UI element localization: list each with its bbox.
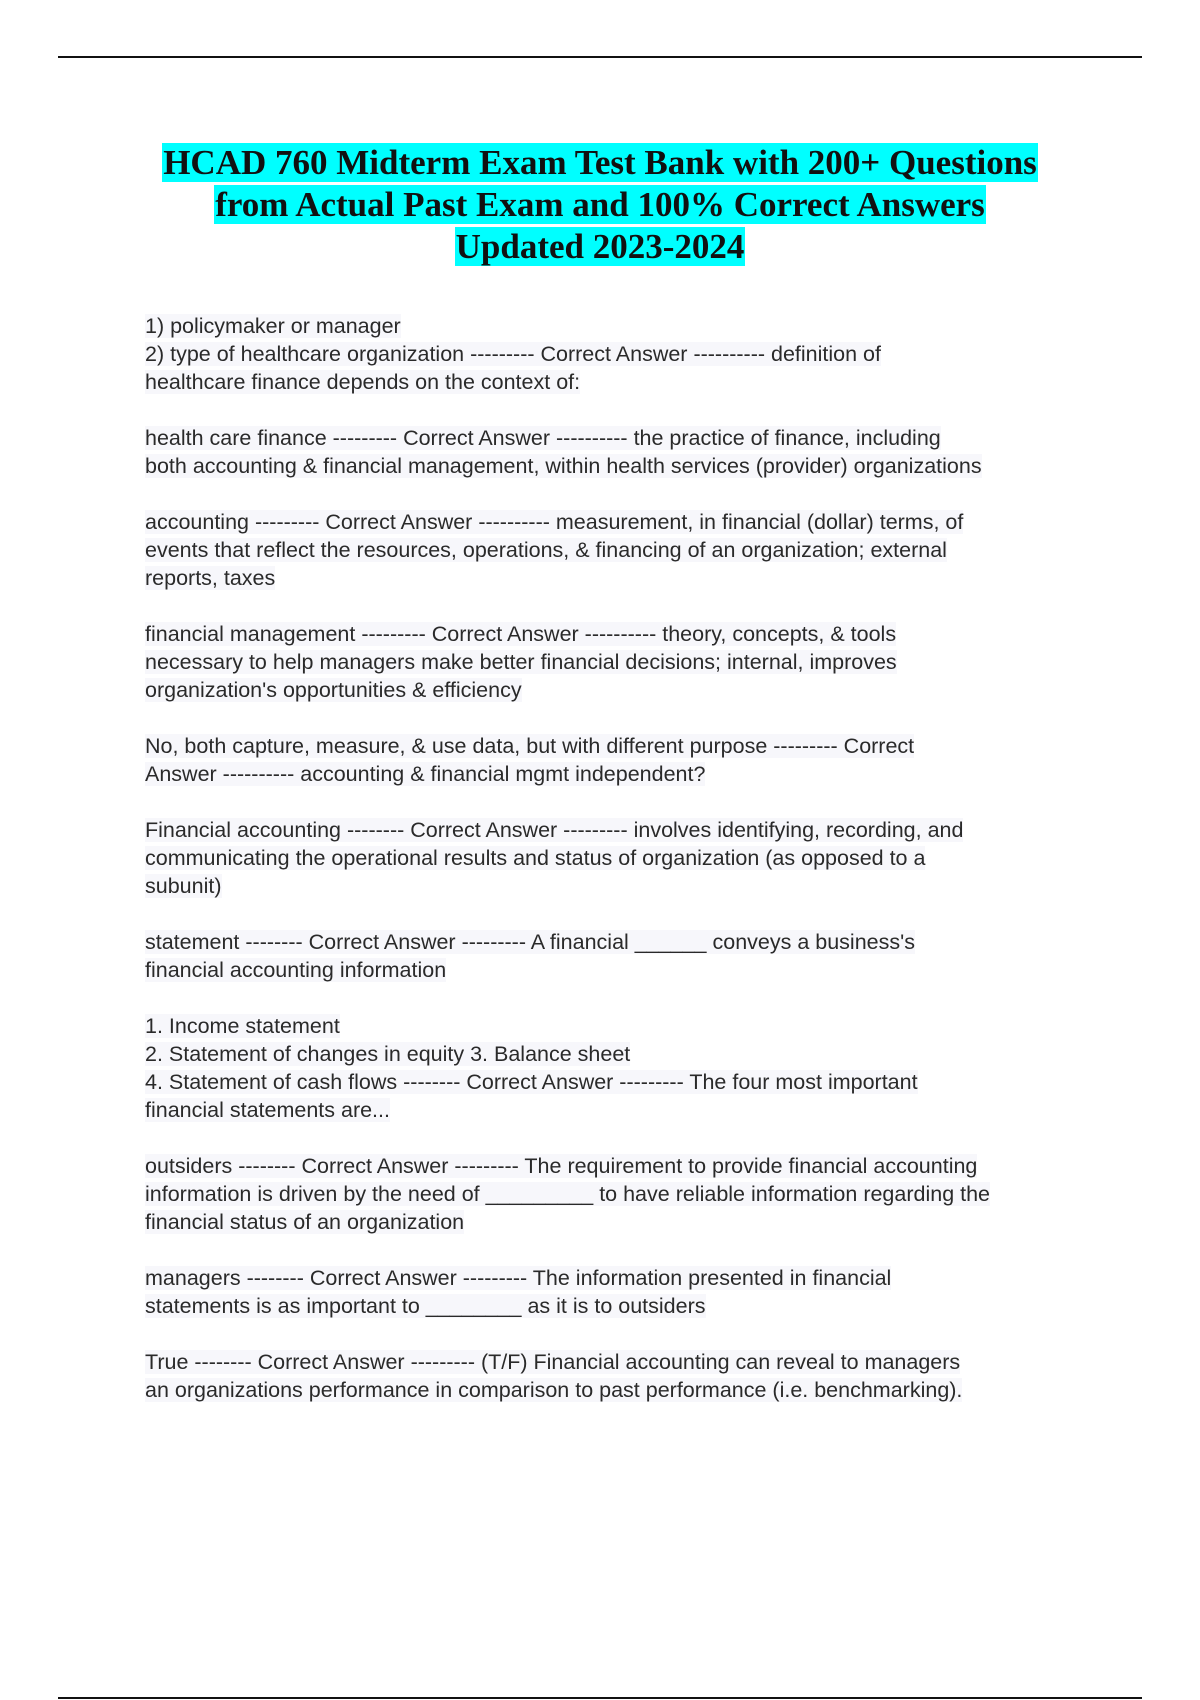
qa-line: outsiders -------- Correct Answer --------- The requirement to provide financial accounting	[145, 1154, 978, 1178]
qa-entry	[145, 816, 1095, 900]
qa-line: health care finance --------- Correct Answer ---------- the practice of finance, including	[145, 426, 941, 450]
qa-line: accounting --------- Correct Answer ---------- measurement, in financial (dollar) terms, of	[145, 510, 964, 534]
qa-entry	[145, 508, 1095, 592]
qa-line: an organizations performance in comparison to past performance (i.e. benchmarking).	[145, 1378, 963, 1402]
qa-entry	[145, 732, 1095, 788]
qa-entry	[145, 928, 1095, 984]
qa-line: information is driven by the need of _________ to have reliable information regarding the	[145, 1182, 991, 1206]
qa-line: Financial accounting -------- Correct Answer --------- involves identifying, recording, and	[145, 818, 964, 842]
qa-entry	[145, 424, 1095, 480]
qa-line: events that reflect the resources, operations, & financing of an organization; external	[145, 538, 947, 562]
qa-line: True -------- Correct Answer --------- (T/F) Financial accounting can reveal to managers	[145, 1350, 961, 1374]
qa-line: financial management --------- Correct Answer ---------- theory, concepts, & tools	[145, 622, 897, 646]
title-line: from Actual Past Exam and 100% Correct Answers	[215, 185, 985, 224]
qa-entry	[145, 620, 1095, 704]
qa-list	[145, 312, 1095, 1432]
qa-line: communicating the operational results and status of organization (as opposed to a	[145, 846, 926, 870]
qa-line: Answer ---------- accounting & financial mgmt independent?	[145, 762, 706, 786]
qa-line: 2) type of healthcare organization --------- Correct Answer ---------- definition of	[145, 342, 881, 366]
qa-line: financial statements are...	[145, 1098, 390, 1122]
qa-line: financial accounting information	[145, 958, 447, 982]
document-title	[60, 142, 1140, 268]
header-rule	[58, 56, 1142, 58]
qa-line: reports, taxes	[145, 566, 276, 590]
qa-line: both accounting & financial management, within health services (provider) organizations	[145, 454, 982, 478]
qa-entry	[145, 1012, 1095, 1124]
title-line: Updated 2023-2024	[455, 227, 745, 266]
qa-line: No, both capture, measure, & use data, but with different purpose --------- Correct	[145, 734, 915, 758]
title-line: HCAD 760 Midterm Exam Test Bank with 200+ Questions	[163, 143, 1037, 182]
qa-line: statement -------- Correct Answer --------- A financial ______ conveys a business's	[145, 930, 915, 954]
qa-line: financial status of an organization	[145, 1210, 465, 1234]
qa-entry	[145, 1264, 1095, 1320]
qa-line: organization's opportunities & efficiency	[145, 678, 522, 702]
qa-line: managers -------- Correct Answer --------- The information presented in financial	[145, 1266, 892, 1290]
qa-line: 1) policymaker or manager	[145, 314, 401, 338]
qa-line: 1. Income statement	[145, 1014, 340, 1038]
qa-entry	[145, 1152, 1095, 1236]
qa-line: 4. Statement of cash flows -------- Correct Answer --------- The four most important	[145, 1070, 918, 1094]
footer-rule	[58, 1697, 1142, 1699]
qa-line: subunit)	[145, 874, 222, 898]
qa-entry	[145, 312, 1095, 396]
qa-entry	[145, 1348, 1095, 1404]
qa-line: necessary to help managers make better financial decisions; internal, improves	[145, 650, 897, 674]
qa-line: healthcare finance depends on the context of:	[145, 370, 581, 394]
qa-line: 2. Statement of changes in equity 3. Balance sheet	[145, 1042, 631, 1066]
qa-line: statements is as important to ________ as it is to outsiders	[145, 1294, 706, 1318]
